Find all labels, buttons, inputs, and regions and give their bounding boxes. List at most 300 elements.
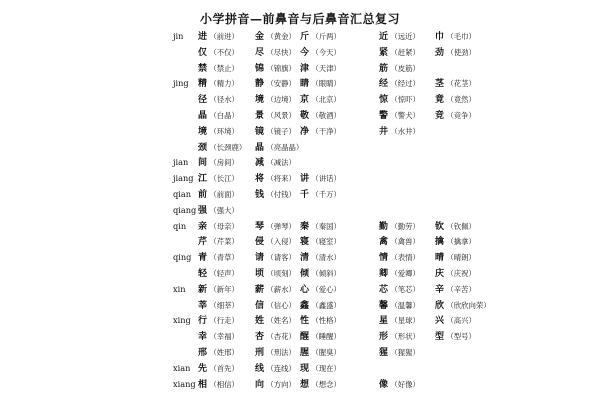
example-word: （斤两） [309,32,341,41]
table-row [173,124,593,140]
character: 行 [198,316,208,327]
example-word: （前进） [207,32,239,41]
example-word: （将来） [264,174,296,184]
word-entry [379,329,420,346]
word-entry [198,187,239,204]
table-row [173,250,593,266]
word-entry [255,108,296,125]
word-entry [379,313,420,330]
character: 想 [300,379,310,390]
table-row [173,61,593,77]
word-entry [435,234,476,251]
character: 将 [255,174,265,185]
word-entry [255,92,296,109]
character: 讲 [300,174,310,185]
example-word: （芹菜） [207,237,239,247]
word-entry [300,298,341,315]
word-entry [435,45,476,62]
word-entry [198,250,239,267]
word-entry [255,313,296,330]
example-word: （警犬） [388,110,420,120]
example-word: （风景） [264,110,296,120]
example-word: （幸福） [207,332,239,342]
word-entry [379,377,420,394]
word-entry [198,76,239,93]
character: 型 [435,332,445,343]
word-entry [255,61,296,78]
word-entry [198,298,239,315]
character: 静 [255,79,265,90]
table-row [173,76,593,92]
pinyin-label: qing [173,252,192,263]
table-row [173,187,593,203]
word-entry [435,329,476,346]
character: 卿 [379,268,389,279]
character: 腥 [300,347,310,358]
example-word: （径水） [207,95,239,105]
character: 清 [300,253,310,264]
word-entry [435,219,476,236]
example-word: （环境） [207,126,239,136]
word-entry [435,29,476,46]
word-entry [435,108,476,125]
word-entry [255,329,296,346]
character: 茎 [435,79,445,90]
character: 性 [300,316,310,327]
example-word: （姓名） [264,316,296,326]
table-row [173,92,593,108]
character: 亲 [198,221,208,232]
word-entry [255,171,296,188]
character: 前 [198,189,208,200]
character: 敬 [300,110,310,121]
character: 薪 [255,284,265,295]
character: 强 [198,205,208,216]
word-entry [300,234,341,251]
character: 琴 [255,221,265,232]
table-row [173,45,593,61]
table-row [173,298,593,314]
word-entry [379,76,420,93]
character: 像 [379,379,389,390]
word-entry [198,377,239,394]
example-word: （毛巾） [444,32,476,41]
character: 津 [300,63,310,74]
example-word: （细莘） [207,300,239,310]
character: 径 [198,95,208,106]
character: 心 [300,284,310,295]
character: 警 [379,110,389,121]
pinyin-label: qian [173,188,192,199]
character: 姓 [255,316,265,327]
example-word: （敬酒） [309,110,341,120]
word-entry [300,219,341,236]
character: 晶 [255,142,265,153]
character: 邢 [198,347,208,358]
character: 先 [198,363,208,374]
example-word: （禽兽） [388,237,420,247]
example-word: （竟然） [444,95,476,105]
character: 减 [255,158,265,169]
character: 情 [379,253,389,264]
word-entry [255,282,296,299]
example-word: （青草） [207,253,239,263]
word-entry [255,140,303,157]
table-row [173,361,593,377]
table-row [173,282,593,298]
character: 轻 [198,268,208,279]
character: 境 [198,126,208,137]
word-entry [255,187,296,204]
word-entry [198,313,239,330]
character: 景 [255,110,265,121]
character: 刑 [255,347,265,358]
word-entry [198,140,246,157]
character: 鑫 [300,300,310,311]
example-word: （型号） [444,332,476,342]
example-word: （赶紧） [388,47,420,57]
example-word: （欣欣向荣） [444,300,491,310]
example-word: （高兴） [444,316,476,326]
word-entry [435,313,476,330]
example-word: （入侵） [264,237,296,247]
example-word: （首先） [207,363,239,373]
word-entry [198,219,239,236]
word-entry [300,76,341,93]
word-entry [379,234,420,251]
character: 经 [379,79,389,90]
example-word: （新年） [207,284,239,294]
word-entry [198,155,239,172]
word-entry [255,234,296,251]
example-word: （惊吓） [388,95,420,105]
example-word: （寝室） [309,237,341,247]
word-entry [435,282,476,299]
character: 镜 [255,126,265,137]
table-row [173,377,593,393]
word-entry [435,250,476,267]
word-entry [255,377,296,394]
example-word: （眼睛） [309,79,341,89]
character: 劲 [435,47,445,58]
character: 请 [255,253,265,264]
pinyin-label: jian [173,157,189,168]
example-word: （边境） [264,95,296,105]
character: 幸 [198,332,208,343]
example-word: （减法） [264,158,296,168]
character: 晶 [198,110,208,121]
word-entry [379,108,420,125]
example-word: （相信） [207,379,239,389]
example-word: （强大） [207,205,239,215]
word-entry [300,108,341,125]
example-word: （精力） [207,79,239,89]
character: 晴 [435,253,445,264]
character: 青 [198,253,208,264]
character: 倾 [300,268,310,279]
word-entry [255,345,296,362]
example-word: （锦旗） [264,63,296,73]
character: 信 [255,300,265,311]
word-entry [300,45,341,62]
example-word: （腥臭） [309,347,341,357]
example-word: （姓邢） [207,347,239,357]
character: 京 [300,95,310,106]
word-entry [300,92,341,109]
character: 莘 [198,300,208,311]
example-word: （擒拿） [444,237,476,247]
character: 杏 [255,332,265,343]
character: 巾 [435,32,445,42]
example-word: （安静） [264,79,296,89]
example-word: （倾斜） [309,268,341,278]
word-entry [198,92,239,109]
table-row [173,155,593,171]
character: 尽 [255,47,265,58]
table-row [173,108,593,124]
word-entry [198,45,239,62]
table-row [173,203,593,219]
word-entry [435,298,491,315]
table-row [173,171,593,187]
table-row [173,140,593,156]
character: 现 [300,363,310,374]
word-entry [198,108,239,125]
example-word: （刑法） [264,347,296,357]
character: 精 [198,79,208,90]
word-entry [435,92,476,109]
example-word: （辛苦） [444,284,476,294]
pinyin-table [173,29,593,392]
word-entry [255,155,296,172]
example-word: （性格） [309,316,341,326]
example-word: （晴朗） [444,253,476,263]
character: 新 [198,284,208,295]
character: 醒 [300,332,310,343]
character: 近 [379,32,389,42]
example-word: （远近） [388,32,420,41]
word-entry [435,76,476,93]
example-word: （顷刻） [264,268,296,278]
pinyin-label: xin [173,283,186,294]
example-word: （皮筋） [388,63,420,73]
word-entry [198,29,239,46]
example-word: （镜子） [264,126,296,136]
word-entry [255,250,296,267]
example-word: （尽快） [264,47,296,57]
character: 千 [300,189,310,200]
character: 井 [379,126,389,137]
example-word: （不仅） [207,47,239,57]
word-entry [300,29,341,46]
word-entry [300,313,341,330]
character: 间 [198,158,208,169]
example-word: （信心） [264,300,296,310]
example-word: （禁止） [207,63,239,73]
word-entry [300,61,341,78]
character: 星 [379,316,389,327]
pinyin-label: jing [173,78,189,89]
word-entry [379,298,420,315]
example-word: （勤劳） [388,221,420,231]
example-word: （千万） [309,189,341,199]
character: 今 [300,47,310,58]
word-entry [198,171,239,188]
character: 秦 [300,221,310,232]
example-word: （花茎） [444,79,476,89]
example-word: （形状） [388,332,420,342]
word-entry [300,187,341,204]
character: 斤 [300,32,310,42]
example-word: （想念） [309,379,341,389]
character: 仅 [198,47,208,58]
character: 净 [300,126,310,137]
character: 欣 [435,300,445,311]
example-word: （白晶） [207,110,239,120]
example-word: （钦佩） [444,221,476,231]
example-word: （亮晶晶） [264,142,304,152]
character: 颈 [198,142,208,153]
table-row [173,313,593,329]
example-word: （爱卿） [388,268,420,278]
word-entry [198,124,239,141]
pinyin-label: xing [173,315,191,326]
example-word: （天津） [309,63,341,73]
character: 竟 [435,95,445,106]
character: 顷 [255,268,265,279]
character: 勤 [379,221,389,232]
example-word: （水井） [388,126,420,136]
example-word: （北京） [309,95,341,105]
character: 禽 [379,237,389,248]
word-entry [255,45,296,62]
example-word: （经过） [388,79,420,89]
word-entry [379,29,420,46]
word-entry [255,124,296,141]
word-entry [255,298,296,315]
example-word: （清水） [309,253,341,263]
character: 相 [198,379,208,390]
example-word: （温馨） [388,300,420,310]
example-word: （现在） [309,363,341,373]
table-row [173,345,593,361]
character: 侵 [255,237,265,248]
character: 睛 [300,79,310,90]
example-word: （好像） [388,379,420,389]
character: 锦 [255,63,265,74]
example-word: （竞争） [444,110,476,120]
word-entry [435,266,476,283]
character: 擒 [435,237,445,248]
word-entry [379,345,420,362]
character: 芹 [198,237,208,248]
table-row [173,29,593,45]
character: 芯 [379,284,389,295]
word-entry [379,45,420,62]
character: 兴 [435,316,445,327]
word-entry [300,361,341,378]
word-entry [198,282,239,299]
word-entry [379,282,420,299]
page-title: 小学拼音—前鼻音与后鼻音汇总复习 [199,12,400,26]
word-entry [198,61,239,78]
word-entry [300,171,341,188]
example-word: （长颈鹿） [207,142,247,152]
example-word: （房间） [207,158,239,168]
word-entry [255,29,296,46]
word-entry [379,250,420,267]
character: 竞 [435,110,445,121]
character: 线 [255,363,265,374]
word-entry [255,76,296,93]
word-entry [255,266,296,283]
word-entry [198,266,239,283]
table-row [173,266,593,282]
character: 庆 [435,268,445,279]
example-word: （秦国） [309,221,341,231]
example-word: （请客） [264,253,296,263]
pinyin-label: jiang [173,173,194,184]
example-word: （鑫盛） [309,300,341,310]
example-word: （今天） [309,47,341,57]
example-word: （母亲） [207,221,239,231]
word-entry [255,219,296,236]
character: 进 [198,32,208,42]
example-word: （弹琴） [264,221,296,231]
character: 钦 [435,221,445,232]
example-word: （方向） [264,379,296,389]
example-word: （前面） [207,189,239,199]
pinyin-label: xian [173,362,191,373]
word-entry [379,266,420,283]
character: 筋 [379,63,389,74]
example-word: （爱心） [309,284,341,294]
example-word: （使劲） [444,47,476,57]
example-word: （轻声） [207,268,239,278]
word-entry [300,282,341,299]
table-row [173,234,593,250]
pinyin-label: xiang [173,378,196,389]
word-entry [300,250,341,267]
example-word: （星球） [388,316,420,326]
word-entry [379,124,420,141]
example-word: （讲话） [309,174,341,184]
pinyin-label: qiang [173,204,197,215]
word-entry [300,345,341,362]
word-entry [198,345,239,362]
word-entry [379,219,420,236]
word-entry [379,92,420,109]
example-word: （庆祝） [444,268,476,278]
pinyin-label: qin [173,220,187,231]
word-entry [198,234,239,251]
character: 禁 [198,63,208,74]
example-word: （薪水） [264,284,296,294]
example-word: （长江） [207,174,239,184]
example-word: （连线） [264,363,296,373]
word-entry [300,124,341,141]
example-word: （黄金） [264,32,296,41]
character: 江 [198,174,208,185]
table-row [173,329,593,345]
word-entry [300,266,341,283]
example-word: （行走） [207,316,239,326]
example-word: （睡醒） [309,332,341,342]
example-word: （杏花） [264,332,296,342]
character: 向 [255,379,265,390]
character: 形 [379,332,389,343]
character: 辛 [435,284,445,295]
